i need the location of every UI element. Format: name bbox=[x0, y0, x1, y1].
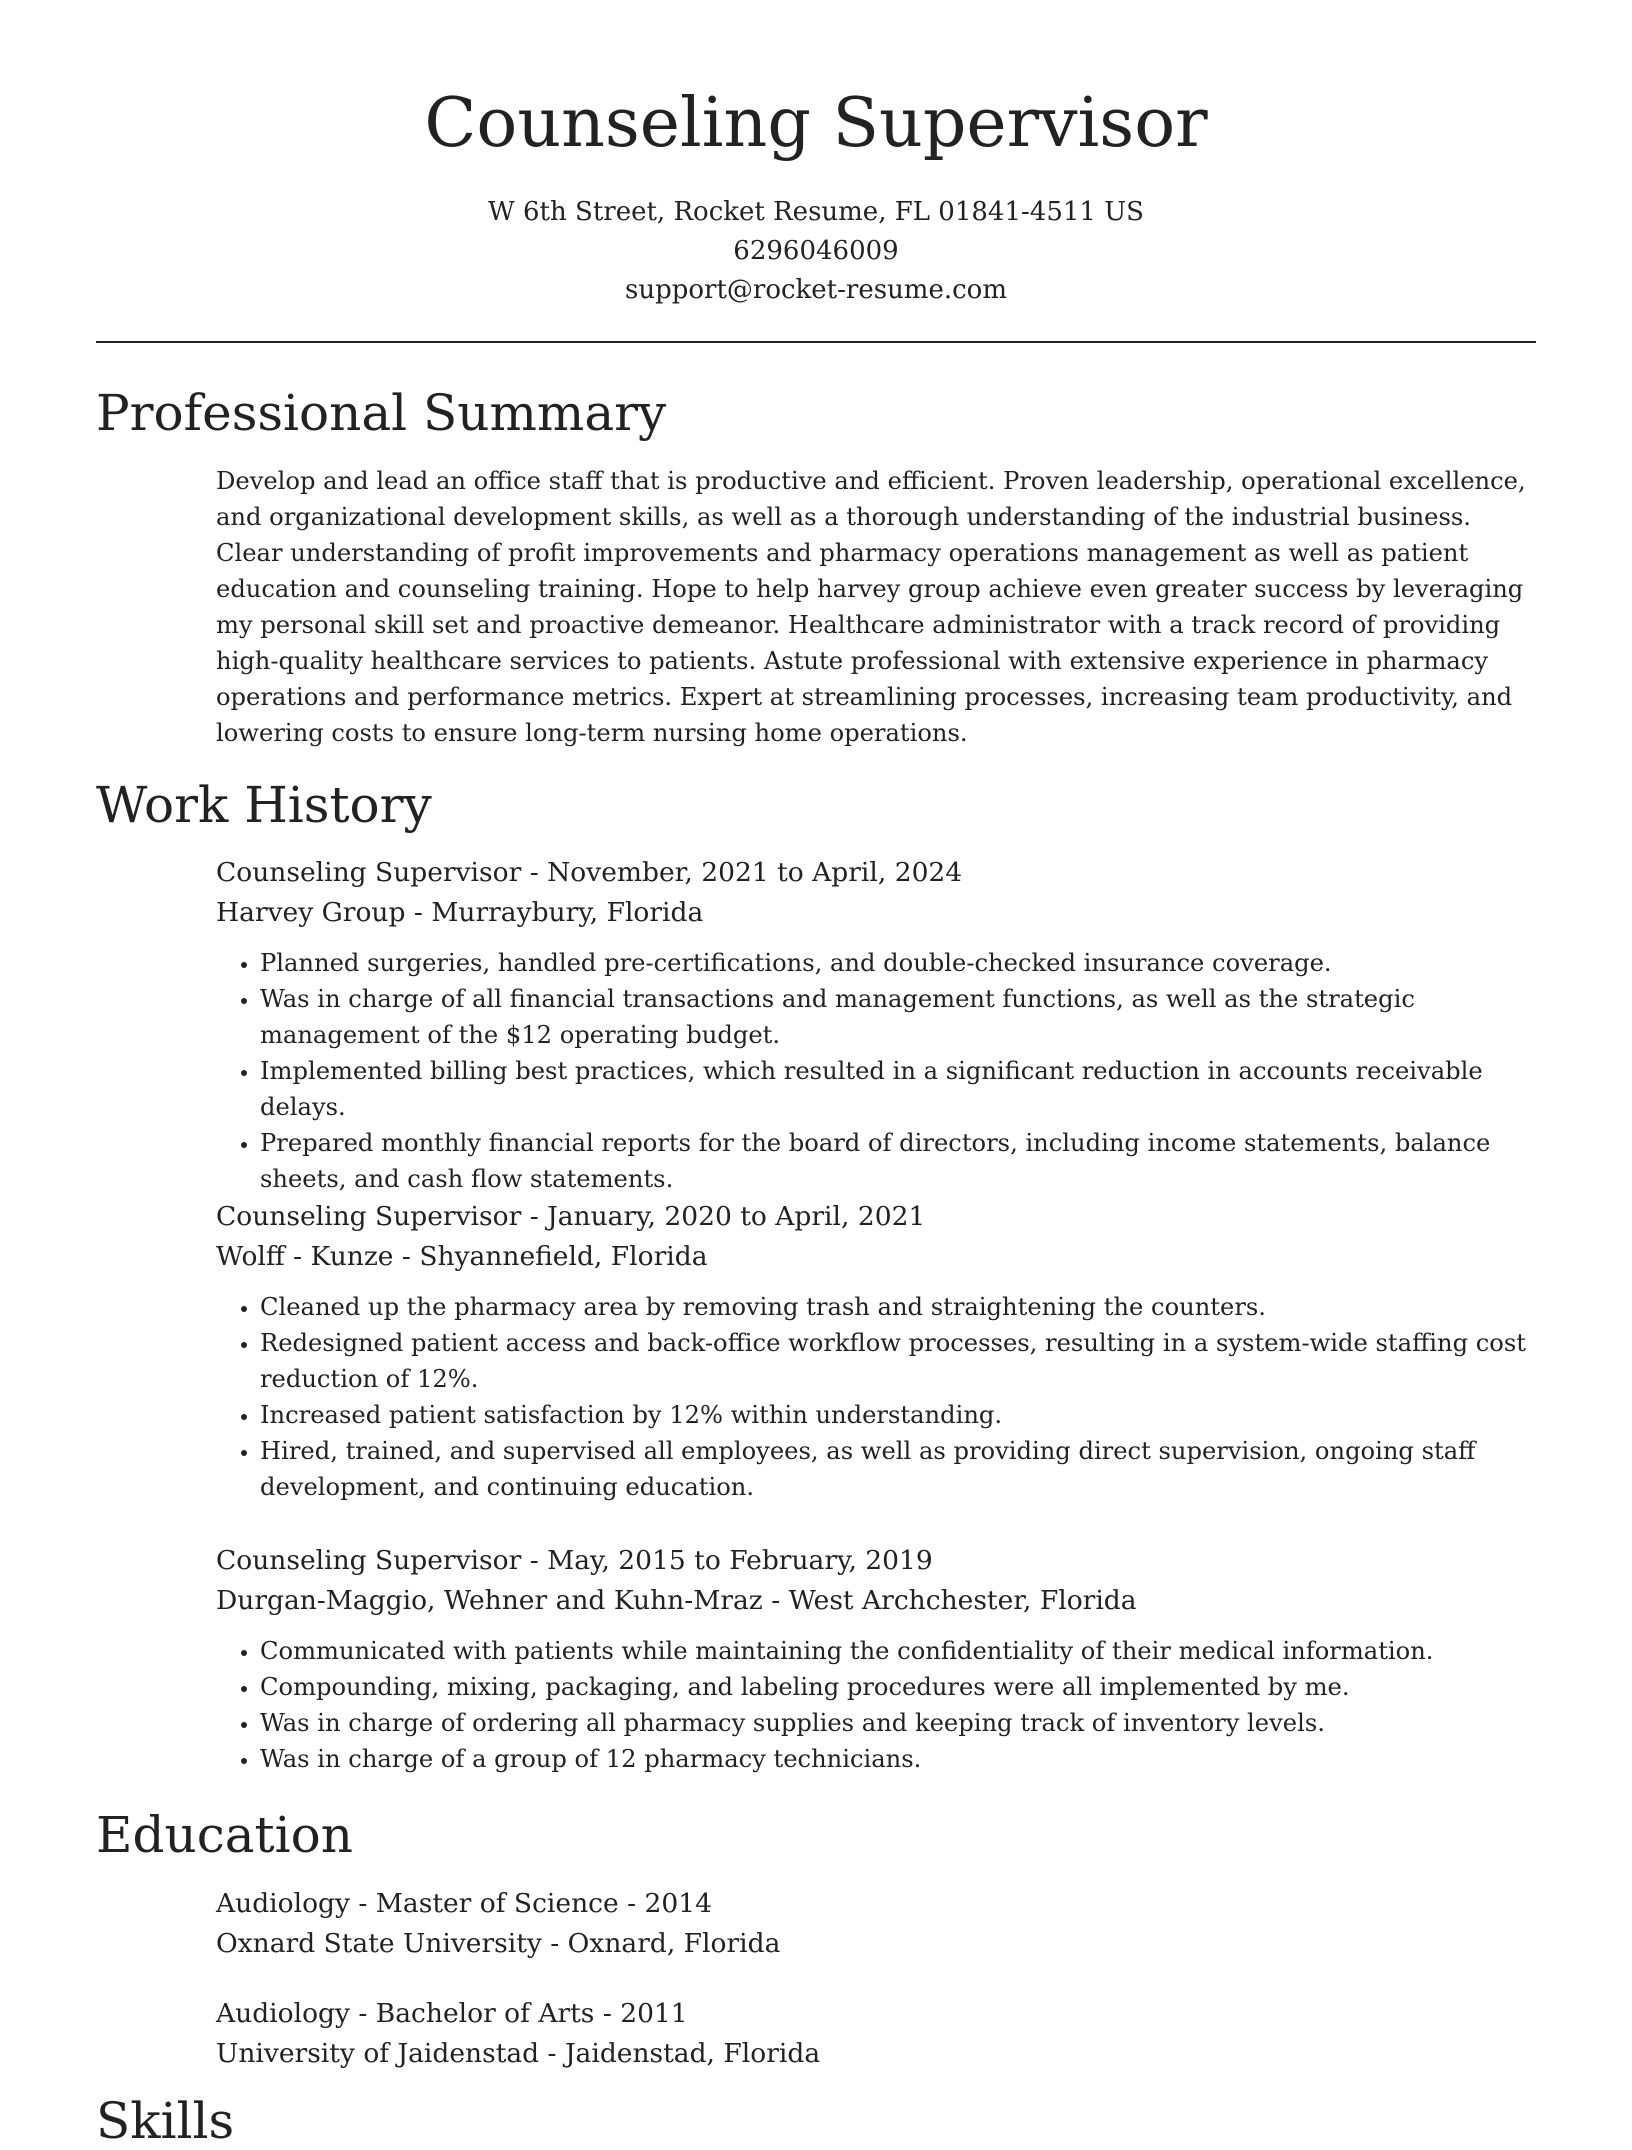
header-divider bbox=[96, 341, 1536, 343]
job-bullet: • Planned surgeries, handled pre-certifications, and double-checked insurance coverage. bbox=[260, 945, 1536, 981]
section-title-professional-summary: Professional Summary bbox=[96, 384, 667, 442]
separator: - bbox=[393, 1241, 420, 1272]
job-bullets bbox=[216, 945, 1536, 1197]
education-year: 2014 bbox=[644, 1888, 712, 1919]
section-title-work-history: Work History bbox=[96, 776, 432, 834]
job-bullet: • Was in charge of a group of 12 pharmacy technicians. bbox=[260, 1741, 1536, 1777]
education-location: Oxnard, Florida bbox=[567, 1928, 781, 1959]
job-dates: May, 2015 to February, 2019 bbox=[547, 1545, 933, 1576]
job-company-line bbox=[216, 1237, 1536, 1277]
job-bullets bbox=[216, 1289, 1536, 1505]
candidate-name: Counseling Supervisor bbox=[424, 84, 1208, 163]
job-title-line bbox=[216, 1197, 1536, 1237]
separator: - bbox=[618, 1888, 645, 1919]
section-title-education: Education bbox=[96, 1806, 353, 1864]
separator: - bbox=[349, 1888, 376, 1919]
job-company-line bbox=[216, 893, 1536, 933]
education-entry bbox=[216, 1884, 1536, 1964]
separator: - bbox=[349, 1998, 376, 2029]
job-role: Counseling Supervisor bbox=[216, 1201, 522, 1232]
job-location: Shyannefield, Florida bbox=[419, 1241, 708, 1272]
job-company-line bbox=[216, 1581, 1536, 1621]
job-bullet: • Hired, trained, and supervised all employees, as well as providing direct supervision, ongoing staff development, and continuing education. bbox=[260, 1433, 1536, 1505]
separator: - bbox=[521, 857, 548, 888]
job-dates: November, 2021 to April, 2024 bbox=[547, 857, 963, 888]
job-bullet: • Compounding, mixing, packaging, and labeling procedures were all implemented by me. bbox=[260, 1669, 1536, 1705]
contact-email: support@rocket-resume.com bbox=[624, 275, 1007, 305]
separator: - bbox=[521, 1201, 548, 1232]
job-company: Wolff - Kunze bbox=[216, 1241, 394, 1272]
education-school-line bbox=[216, 1924, 1536, 1964]
separator: - bbox=[405, 897, 432, 928]
education-field: Audiology bbox=[216, 1998, 350, 2029]
education-entry bbox=[216, 1994, 1536, 2074]
separator: - bbox=[762, 1585, 789, 1616]
job-title-line bbox=[216, 853, 1536, 893]
job-entry bbox=[216, 853, 1536, 1197]
education-school: Oxnard State University bbox=[216, 1928, 542, 1959]
job-role: Counseling Supervisor bbox=[216, 1545, 522, 1576]
job-location: Murraybury, Florida bbox=[431, 897, 704, 928]
job-dates: January, 2020 to April, 2021 bbox=[547, 1201, 926, 1232]
job-bullet: • Cleaned up the pharmacy area by removing trash and straightening the counters. bbox=[260, 1289, 1536, 1325]
section-title-skills: Skills bbox=[96, 2092, 235, 2150]
separator: - bbox=[541, 1928, 568, 1959]
education-school-line bbox=[216, 2034, 1536, 2074]
contact-phone: 6296046009 bbox=[733, 236, 899, 266]
separator: - bbox=[594, 1998, 621, 2029]
education-location: Jaidenstad, Florida bbox=[564, 2038, 821, 2069]
job-bullet: • Increased patient satisfaction by 12% within understanding. bbox=[260, 1397, 1536, 1433]
contact-info bbox=[0, 193, 1632, 310]
job-company: Durgan-Maggio, Wehner and Kuhn-Mraz bbox=[216, 1585, 763, 1616]
education-field: Audiology bbox=[216, 1888, 350, 1919]
job-role: Counseling Supervisor bbox=[216, 857, 522, 888]
job-location: West Archchester, Florida bbox=[788, 1585, 1137, 1616]
job-entry bbox=[216, 1197, 1536, 1505]
job-bullet: • Implemented billing best practices, which resulted in a significant reduction in accounts receivable delays. bbox=[260, 1053, 1536, 1125]
separator: - bbox=[539, 2038, 565, 2069]
education-degree-line bbox=[216, 1884, 1536, 1924]
education-degree: Master of Science bbox=[375, 1888, 619, 1919]
summary-text: Develop and lead an office staff that is productive and efficient. Proven leadership, operational excellence, and organizational development skills, as well as a thorough understanding of the industrial business. Clear understanding of profit improvements and pharmacy operations management as well as patient education and counseling training. Hope to help harvey group achieve even greater success by leveraging my personal skill set and proactive demeanor. Healthcare administrator with a track record of providing high-quality healthcare services to patients. Astute professional with extensive experience in pharmacy operations and performance metrics. Expert at streamlining processes, increasing team productivity, and lowering costs to ensure long-term nursing home operations. bbox=[216, 467, 1526, 747]
job-bullet: • Was in charge of all financial transactions and management functions, as well as the strategic management of the $12 operating budget. bbox=[260, 981, 1536, 1053]
education-school: University of Jaidenstad bbox=[216, 2038, 540, 2069]
education-degree-line bbox=[216, 1994, 1536, 2034]
job-title-line bbox=[216, 1541, 1536, 1581]
job-entry bbox=[216, 1541, 1536, 1777]
education-year: 2011 bbox=[620, 1998, 688, 2029]
separator: - bbox=[521, 1545, 548, 1576]
job-bullet: • Prepared monthly financial reports for the board of directors, including income statements, balance sheets, and cash flow statements. bbox=[260, 1125, 1536, 1197]
job-bullet: • Communicated with patients while maintaining the confidentiality of their medical information. bbox=[260, 1633, 1536, 1669]
job-bullet: • Redesigned patient access and back-office workflow processes, resulting in a system-wide staffing cost reduction of 12%. bbox=[260, 1325, 1536, 1397]
job-bullets bbox=[216, 1633, 1536, 1777]
contact-address: W 6th Street, Rocket Resume, FL 01841-4511 US bbox=[488, 197, 1144, 227]
education-degree: Bachelor of Arts bbox=[375, 1998, 595, 2029]
job-company: Harvey Group bbox=[216, 897, 406, 928]
job-bullet: • Was in charge of ordering all pharmacy supplies and keeping track of inventory levels. bbox=[260, 1705, 1536, 1741]
